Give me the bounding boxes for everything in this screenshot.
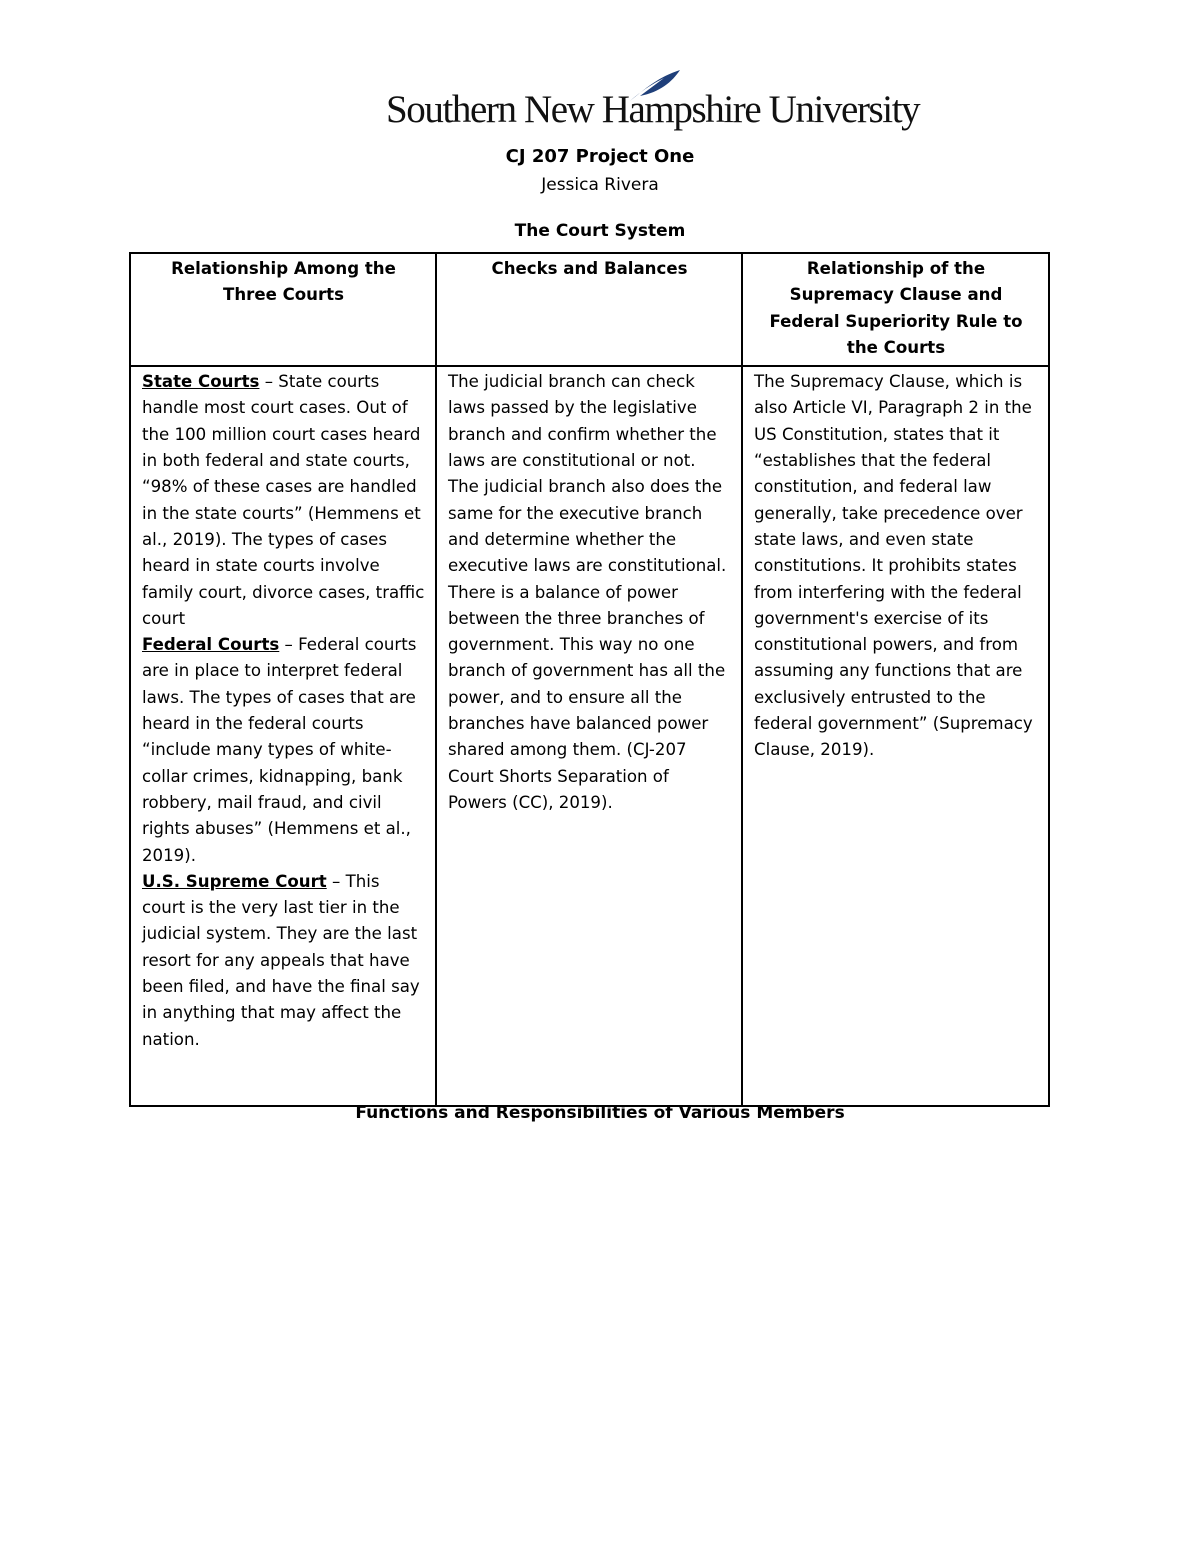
header-cell-checks-balances: Checks and Balances [436, 253, 742, 366]
cell-relationship-among-courts [130, 366, 436, 1106]
state-courts-text: – State courts handle most court cases. Out of the 100 million court cases heard in both federal and state courts, “98% of these cases are handled in the state courts” (Hemmens et al., 2019). The types of cases heard in state courts involve family court, divorce cases, traffic court [142, 372, 425, 628]
court-system-table [129, 252, 1050, 1107]
balance-paragraph: There is a balance of power between the three branches of government. This way no one branch of government has all the power, and to ensure all the branches have balanced power shared among them. (CJ-207 Court Shorts Separation of Powers (CC), 2019). [448, 582, 726, 812]
federal-courts-label: Federal Courts [142, 635, 280, 655]
cell-supremacy-clause [742, 366, 1049, 1106]
university-name: Southern New Hampshire University [386, 88, 920, 131]
functions-section-title: Functions and Responsibilities of Various Members [355, 1103, 845, 1123]
supreme-court-label: U.S. Supreme Court [142, 871, 327, 891]
table-header-row [130, 253, 1049, 366]
state-courts-paragraph [142, 369, 425, 632]
supreme-court-paragraph [142, 869, 425, 1053]
header-cell-relationship: Relationship Among the Three Courts [130, 253, 436, 366]
checks-paragraph: The judicial branch can check laws passed by the legislative branch and confirm whether the laws are constitutional or not. The judicial branch also does the same for the executive branch and determine whether the executive laws are constitutional. [448, 372, 727, 576]
document-author: Jessica Rivera [541, 175, 659, 195]
header-cell-supremacy-clause: Relationship of the Supremacy Clause and Federal Superiority Rule to the Courts [742, 253, 1049, 366]
document-title: CJ 207 Project One [505, 146, 695, 167]
state-courts-label: State Courts [142, 372, 260, 392]
supremacy-paragraph: The Supremacy Clause, which is also Article VI, Paragraph 2 in the US Constitution, states that it “establishes that the federal constitution, and federal law generally, take precedence over state laws, and even state constitutions. It prohibits states from interfering with the federal government's exercise of its constitutional powers, and from assuming any functions that are exclusively entrusted to the federal government” (Supremacy Clause, 2019). [754, 372, 1033, 760]
cell-checks-and-balances [436, 366, 742, 1106]
federal-courts-paragraph [142, 632, 425, 869]
university-logo [386, 68, 920, 136]
table-row [130, 366, 1049, 1106]
section-title: The Court System [514, 221, 686, 241]
supreme-court-text: – This court is the very last tier in the judicial system. They are the last resort for any appeals that have been filed, and have the final say in anything that may affect the nation. [142, 871, 420, 1049]
federal-courts-text: – Federal courts are in place to interpret federal laws. The types of cases that are heard in the federal courts “include many types of white-collar crimes, kidnapping, bank robbery, mail fraud, and civil rights abuses” (Hemmens et al., 2019). [142, 635, 417, 865]
